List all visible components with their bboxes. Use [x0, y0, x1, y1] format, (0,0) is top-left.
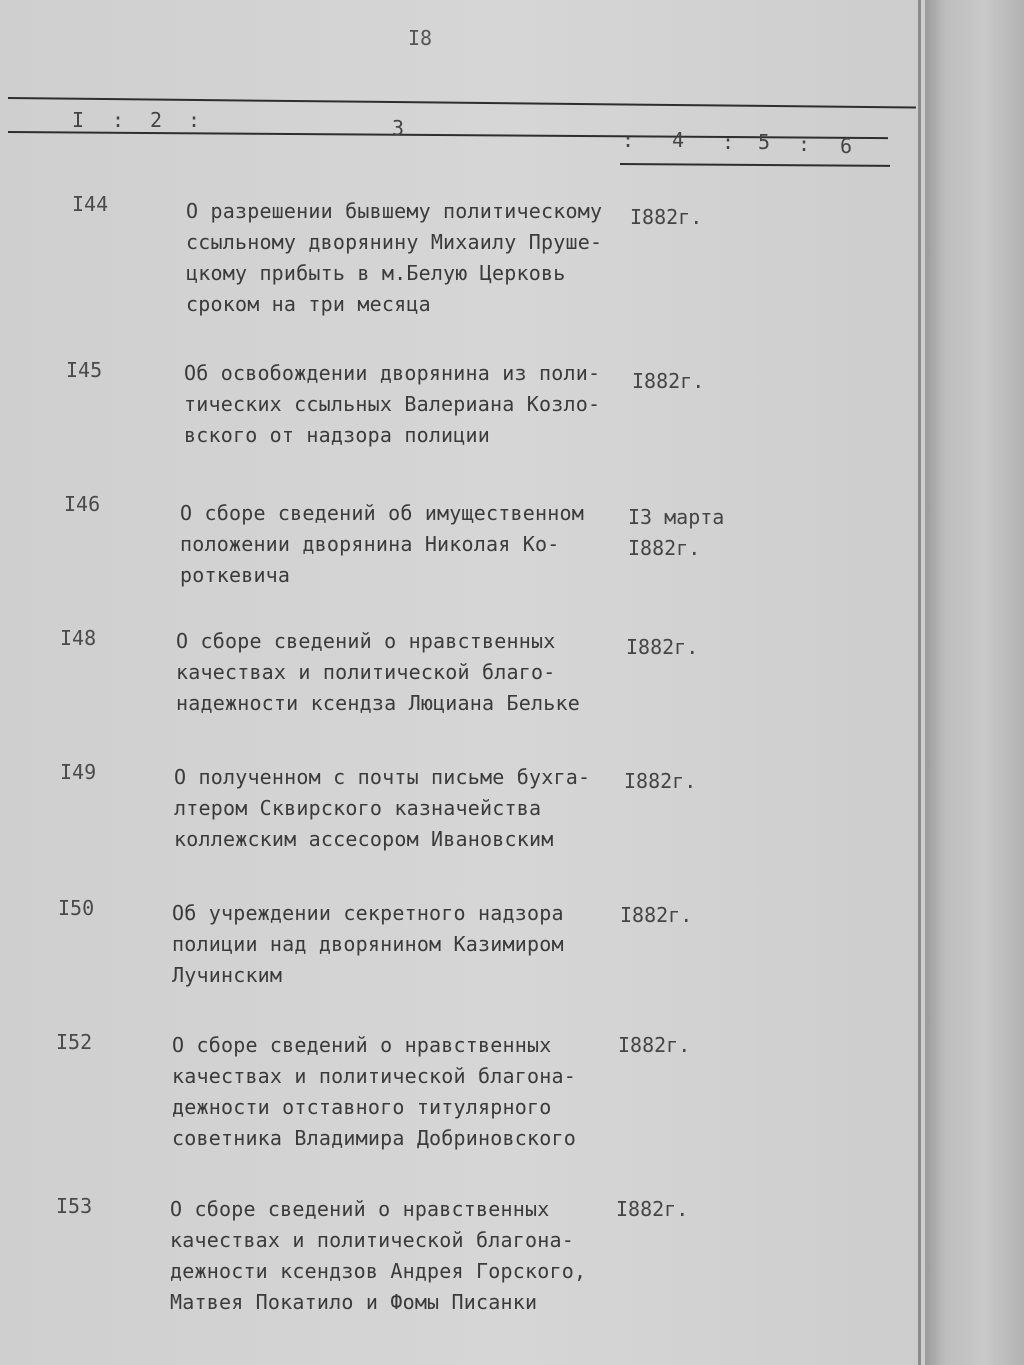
column-header-1: I [72, 108, 85, 132]
entry-date: I882г. [626, 635, 699, 659]
entry-date: I3 марта I882г. [628, 505, 725, 560]
column-separator: : [798, 132, 811, 156]
entry-date: I882г. [616, 1197, 689, 1221]
entry-description: О сборе сведений об имущественном положении дворянина Николая Ко- роткевича [180, 501, 584, 587]
entry-date: I882г. [632, 369, 705, 393]
entry-description: Об учреждении секретного надзора полиции над дворянином Казимиром Лучинским [172, 901, 564, 987]
column-separator: : [622, 128, 635, 152]
column-header-3: 3 [392, 116, 405, 140]
column-header-6: 6 [840, 134, 853, 158]
entry-description: О разрешении бывшему политическому ссыльному дворянину Михаилу Прушe- цкому прибыть в м.Белую Церковь сроком на три месяца [186, 199, 603, 316]
entry-date: I882г. [630, 205, 703, 229]
entry-description: О сборе сведений о нравственных качествах и политической благона- дежности ксендзов Андрея Горского, Матвея Покатило и Фомы Писанки [170, 1197, 587, 1314]
entry-number: I53 [56, 1194, 93, 1218]
entry-number: I50 [58, 896, 95, 920]
entry-description: О полученном с почты письме бухга- лтером Сквирского казначейства коллежским ассесором Ивановским [174, 765, 591, 851]
column-separator: : [188, 108, 201, 132]
entry-date: I882г. [624, 769, 697, 793]
column-separator: : [112, 108, 125, 132]
column-separator: : [722, 130, 735, 154]
entry-description: Об освобождении дворянина из поли- тических ссыльных Валериана Козло- вского от надзора полиции [184, 361, 601, 447]
entry-number: I48 [60, 626, 97, 650]
column-header-4: 4 [672, 128, 685, 152]
entry-number: I44 [72, 192, 109, 216]
entry-number: I46 [64, 492, 101, 516]
entry-description: О сборе сведений о нравственных качествах и политической благо- надежности ксендза Люциана Бельке [176, 629, 580, 715]
underlying-page [925, 0, 1024, 1365]
column-header-5: 5 [758, 130, 771, 154]
entry-date: I882г. [618, 1033, 691, 1057]
entry-date: I882г. [620, 903, 693, 927]
entry-number: I52 [56, 1030, 93, 1054]
entry-number: I49 [60, 760, 97, 784]
page-edge [918, 0, 921, 1365]
page-number: I8 [408, 26, 433, 50]
column-header-2: 2 [150, 108, 163, 132]
entry-description: О сборе сведений о нравственных качествах и политической благона- дежности отставного титулярного советника Владимира Добриновского [172, 1033, 576, 1150]
entry-number: I45 [66, 358, 103, 382]
